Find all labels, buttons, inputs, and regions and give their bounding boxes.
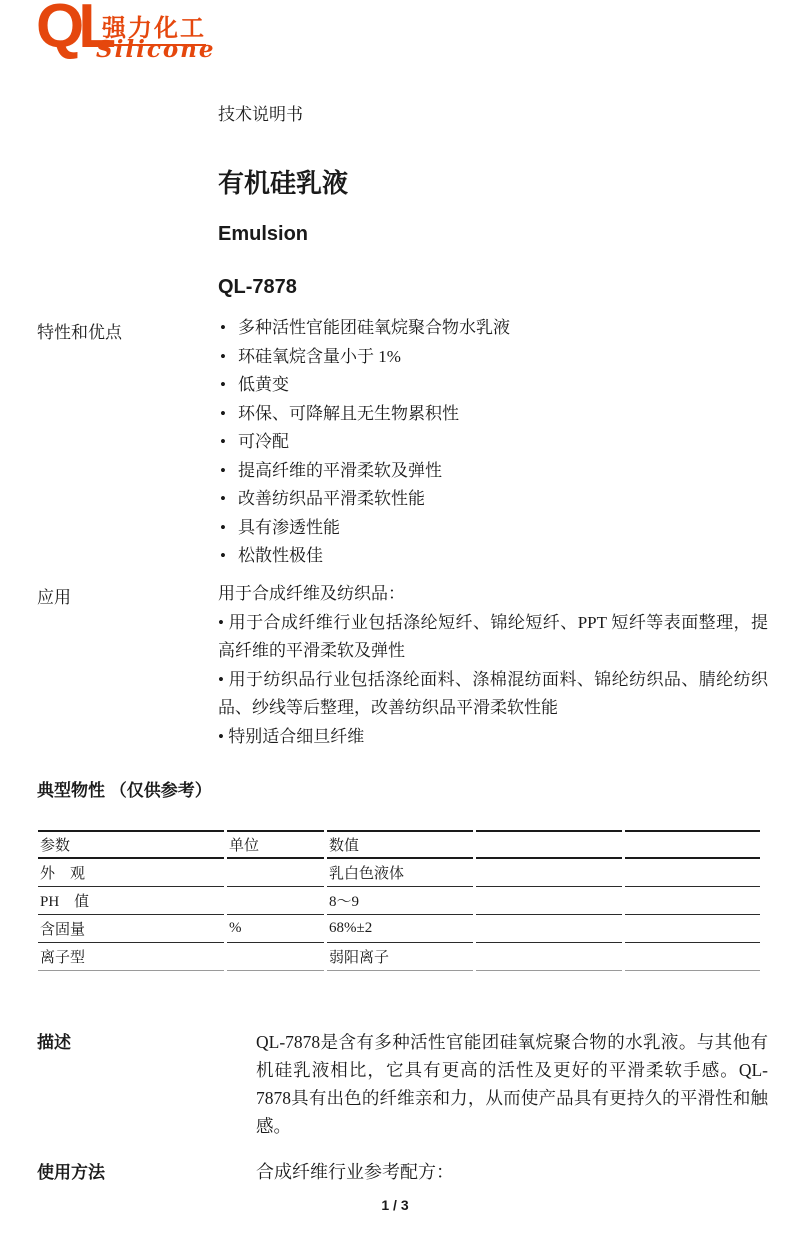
application-line: • 用于纺织品行业包括涤纶面料、涤棉混纺面料、锦纶纺织品、腈纶纺织品、纱线等后整理，改善纺织品平滑柔软性能 [218, 669, 768, 718]
table-row [38, 915, 760, 943]
list-item [220, 343, 776, 372]
list-item [220, 514, 776, 543]
feature-text: 可冷配 [238, 432, 289, 451]
list-item [220, 485, 776, 514]
table-row [38, 887, 760, 915]
logo-company-name-en: Silicone [96, 36, 216, 63]
bullet-icon: • [220, 346, 226, 366]
list-item [220, 542, 776, 571]
cell-empty [476, 887, 622, 915]
cell-parameter: PH 值 [38, 887, 224, 915]
table-row [38, 859, 760, 887]
logo-company-name-cn: 强力化工 [102, 8, 206, 46]
list-item [220, 314, 776, 343]
cell-parameter: 离子型 [38, 943, 224, 971]
cell-empty [625, 859, 760, 887]
cell-value: 68%±2 [327, 915, 473, 943]
bullet-icon: • [220, 489, 226, 508]
cell-value: 弱阳离子 [327, 943, 473, 971]
bullet-icon: • [220, 375, 226, 394]
list-item [220, 371, 776, 400]
cell-unit [227, 859, 324, 887]
cell-value: 8～9 [327, 887, 473, 915]
typical-properties-heading: 典型物性 （仅供参考） [37, 781, 212, 800]
cell-empty [476, 943, 622, 971]
cell-value: 乳白色液体 [327, 859, 473, 887]
description-label: 描述 [37, 1033, 71, 1052]
cell-parameter: 外 观 [38, 859, 224, 887]
table-header-row [38, 830, 760, 859]
cell-unit [227, 887, 324, 915]
page-number: 1 / 3 [381, 1197, 409, 1213]
col-header-empty [476, 830, 622, 859]
list-item [220, 400, 776, 429]
bullet-icon: • [220, 546, 226, 565]
col-header-empty [625, 830, 760, 859]
company-logo [36, 0, 216, 68]
product-title: 有机硅乳液 [218, 168, 349, 198]
typical-properties-table [35, 830, 763, 971]
col-header-value: 数值 [327, 830, 473, 859]
application-label: 应用 [37, 588, 71, 607]
cell-unit: % [227, 915, 324, 943]
logo-monogram: QL [36, 0, 111, 61]
application-body [218, 580, 768, 752]
bullet-icon: • [220, 318, 226, 337]
list-item [220, 428, 776, 457]
cell-empty [476, 915, 622, 943]
bullet-icon: • [220, 432, 226, 451]
feature-text: 多种活性官能团硅氧烷聚合物水乳液 [238, 318, 510, 337]
col-header-unit: 单位 [227, 830, 324, 859]
cell-empty [625, 943, 760, 971]
feature-text: 松散性极佳 [238, 546, 323, 565]
feature-text: 环保、可降解且无生物累积性 [238, 403, 459, 423]
usage-text: 合成纤维行业参考配方： [256, 1162, 454, 1182]
cell-empty [476, 859, 622, 887]
features-list [220, 314, 776, 571]
product-code: QL-7878 [218, 276, 297, 298]
application-intro: 用于合成纤维及纺织品： [218, 584, 405, 603]
bullet-icon: • [220, 460, 226, 480]
description-text: QL-7878是含有多种活性官能团硅氧烷聚合物的水乳液。与其他有机硅乳液相比，它具有更高的活性及更好的平滑柔软手感。QL-7878具有出色的纤维亲和力，从而使产品具有更持久的平滑性和触感。 [256, 1032, 768, 1136]
cell-empty [625, 887, 760, 915]
bullet-icon: • [220, 517, 226, 537]
feature-text: 环硅氧烷含量小于 1% [238, 346, 401, 366]
application-line: • 用于合成纤维行业包括涤纶短纤、锦纶短纤、PPT 短纤等表面整理，提高纤维的平滑柔软及弹性 [218, 612, 768, 661]
col-header-parameter: 参数 [38, 830, 224, 859]
product-subtitle: Emulsion [218, 223, 309, 245]
cell-unit [227, 943, 324, 971]
feature-text: 提高纤维的平滑柔软及弹性 [238, 460, 442, 480]
doc-type: 技术说明书 [218, 105, 303, 124]
application-line: • 特别适合细旦纤维 [218, 726, 365, 746]
cell-parameter: 含固量 [38, 915, 224, 943]
bullet-icon: • [220, 403, 226, 423]
cell-empty [625, 915, 760, 943]
feature-text: 改善纺织品平滑柔软性能 [238, 489, 425, 508]
feature-text: 具有渗透性能 [238, 517, 340, 537]
list-item [220, 457, 776, 486]
features-label: 特性和优点 [37, 323, 122, 342]
usage-label: 使用方法 [37, 1163, 105, 1182]
feature-text: 低黄变 [238, 375, 289, 394]
table-row [38, 943, 760, 971]
